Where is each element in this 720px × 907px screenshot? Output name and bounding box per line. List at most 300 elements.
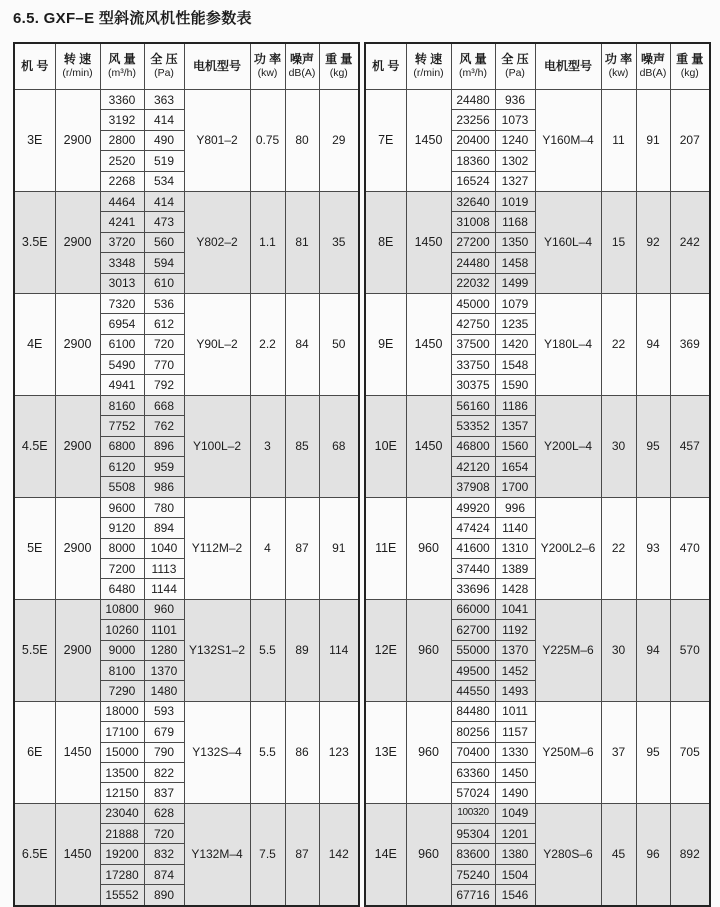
cell-airflow-value: 33750 <box>451 355 495 375</box>
cell-pressure-value: 822 <box>144 762 184 782</box>
header-label: 机 号 <box>21 59 49 73</box>
cell-pressure-value: 790 <box>144 742 184 762</box>
cell-power: 30 <box>601 395 636 497</box>
cell-pressure-value: 1310 <box>495 538 535 558</box>
cell-weight: 570 <box>670 599 710 701</box>
cell-pressure-value: 1499 <box>495 273 535 293</box>
cell-pressure-value: 1040 <box>144 538 184 558</box>
cell-airflow-value: 95304 <box>451 824 495 844</box>
cell-motor-model: Y112M–2 <box>184 497 250 599</box>
cell-noise: 94 <box>636 293 670 395</box>
cell-airflow-value: 100320 <box>451 803 495 823</box>
cell-pressure-value: 1302 <box>495 151 535 171</box>
cell-airflow-value: 6954 <box>100 314 144 334</box>
cell-machine-model: 6E <box>14 701 55 803</box>
table-header <box>365 43 710 90</box>
cell-airflow-value: 10260 <box>100 620 144 640</box>
cell-airflow-value: 66000 <box>451 599 495 619</box>
cell-motor-model: Y200L–4 <box>535 395 601 497</box>
cell-pressure-value: 1049 <box>495 803 535 823</box>
cell-pressure-value: 1490 <box>495 783 535 803</box>
fan-data-row <box>365 293 710 313</box>
cell-machine-model: 8E <box>365 191 406 293</box>
cell-motor-model: Y801–2 <box>184 90 250 192</box>
cell-weight: 242 <box>670 191 710 293</box>
header-model <box>14 43 55 90</box>
cell-pressure-value: 780 <box>144 497 184 517</box>
fan-spec-table-right <box>364 42 711 907</box>
fan-data-row <box>14 395 359 415</box>
cell-pressure-value: 1041 <box>495 599 535 619</box>
header-row <box>14 43 359 90</box>
cell-noise: 84 <box>285 293 319 395</box>
cell-pressure-value: 1546 <box>495 885 535 906</box>
cell-motor-model: Y160M–4 <box>535 90 601 192</box>
cell-weight: 892 <box>670 803 710 905</box>
header-unit: dB(A) <box>288 67 316 80</box>
cell-airflow-value: 5508 <box>100 477 144 497</box>
cell-motor-model: Y160L–4 <box>535 191 601 293</box>
cell-machine-model: 11E <box>365 497 406 599</box>
cell-motor-model: Y802–2 <box>184 191 250 293</box>
cell-airflow-value: 57024 <box>451 783 495 803</box>
cell-motor-model: Y132M–4 <box>184 803 250 905</box>
cell-noise: 86 <box>285 701 319 803</box>
cell-airflow-value: 37908 <box>451 477 495 497</box>
cell-weight: 705 <box>670 701 710 803</box>
cell-airflow-value: 70400 <box>451 742 495 762</box>
cell-airflow-value: 23256 <box>451 110 495 130</box>
fan-data-row <box>365 191 710 211</box>
cell-airflow-value: 3192 <box>100 110 144 130</box>
cell-pressure-value: 1101 <box>144 620 184 640</box>
header-motor <box>184 43 250 90</box>
cell-pressure-value: 1350 <box>495 232 535 252</box>
cell-pressure-value: 1480 <box>144 681 184 701</box>
cell-airflow-value: 7290 <box>100 681 144 701</box>
cell-airflow-value: 49920 <box>451 497 495 517</box>
cell-machine-model: 3E <box>14 90 55 192</box>
cell-pressure-value: 560 <box>144 232 184 252</box>
cell-machine-model: 13E <box>365 701 406 803</box>
cell-power: 45 <box>601 803 636 905</box>
cell-airflow-value: 80256 <box>451 722 495 742</box>
header-weight <box>319 43 359 90</box>
cell-motor-model: Y225M–6 <box>535 599 601 701</box>
cell-power: 2.2 <box>250 293 285 395</box>
header-speed <box>55 43 100 90</box>
cell-machine-model: 12E <box>365 599 406 701</box>
cell-airflow-value: 17280 <box>100 864 144 884</box>
fan-data-row <box>14 599 359 619</box>
cell-pressure-value: 490 <box>144 130 184 150</box>
cell-weight: 114 <box>319 599 359 701</box>
cell-motor-model: Y132S–4 <box>184 701 250 803</box>
cell-pressure-value: 1330 <box>495 742 535 762</box>
cell-airflow-value: 37440 <box>451 558 495 578</box>
header-unit: (kw) <box>257 67 278 80</box>
cell-pressure-value: 1370 <box>495 640 535 660</box>
cell-airflow-value: 24480 <box>451 253 495 273</box>
cell-airflow-value: 2520 <box>100 151 144 171</box>
header-label: 电机型号 <box>543 59 592 73</box>
header-label: 转 速 <box>63 52 92 67</box>
cell-airflow-value: 42120 <box>451 457 495 477</box>
tables-container <box>13 42 707 907</box>
cell-airflow-value: 3013 <box>100 273 144 293</box>
cell-machine-model: 14E <box>365 803 406 905</box>
cell-noise: 92 <box>636 191 670 293</box>
cell-weight: 68 <box>319 395 359 497</box>
header-noise <box>285 43 319 90</box>
cell-power: 22 <box>601 497 636 599</box>
cell-airflow-value: 84480 <box>451 701 495 721</box>
cell-airflow-value: 47424 <box>451 518 495 538</box>
cell-pressure-value: 1079 <box>495 293 535 313</box>
cell-airflow-value: 7200 <box>100 558 144 578</box>
header-pressure <box>144 43 184 90</box>
header-unit: (kg) <box>329 67 348 80</box>
cell-pressure-value: 1327 <box>495 171 535 191</box>
cell-pressure-value: 890 <box>144 885 184 906</box>
cell-airflow-value: 3720 <box>100 232 144 252</box>
cell-noise: 89 <box>285 599 319 701</box>
fan-data-row <box>14 803 359 823</box>
cell-pressure-value: 1168 <box>495 212 535 232</box>
cell-pressure-value: 837 <box>144 783 184 803</box>
header-noise <box>636 43 670 90</box>
cell-power: 7.5 <box>250 803 285 905</box>
cell-pressure-value: 1458 <box>495 253 535 273</box>
cell-airflow-value: 18000 <box>100 701 144 721</box>
cell-airflow-value: 4464 <box>100 191 144 211</box>
cell-airflow-value: 22032 <box>451 273 495 293</box>
cell-power: 5.5 <box>250 701 285 803</box>
cell-airflow-value: 13500 <box>100 762 144 782</box>
cell-pressure-value: 1240 <box>495 130 535 150</box>
header-unit: (m³/h) <box>459 67 487 80</box>
header-label: 全 压 <box>150 52 178 67</box>
cell-machine-model: 4.5E <box>14 395 55 497</box>
cell-speed: 2900 <box>55 191 100 293</box>
cell-speed: 960 <box>406 803 451 905</box>
cell-airflow-value: 27200 <box>451 232 495 252</box>
cell-noise: 81 <box>285 191 319 293</box>
cell-airflow-value: 3360 <box>100 90 144 110</box>
cell-pressure-value: 1560 <box>495 436 535 456</box>
cell-pressure-value: 1357 <box>495 416 535 436</box>
header-label: 噪声 <box>640 52 665 67</box>
cell-airflow-value: 18360 <box>451 151 495 171</box>
cell-pressure-value: 1113 <box>144 558 184 578</box>
cell-airflow-value: 2800 <box>100 130 144 150</box>
fan-data-row <box>14 497 359 517</box>
table-header <box>14 43 359 90</box>
cell-noise: 80 <box>285 90 319 192</box>
cell-airflow-value: 41600 <box>451 538 495 558</box>
cell-pressure-value: 1011 <box>495 701 535 721</box>
header-model <box>365 43 406 90</box>
cell-speed: 2900 <box>55 293 100 395</box>
cell-motor-model: Y250M–6 <box>535 701 601 803</box>
header-label: 风 量 <box>459 52 487 67</box>
cell-pressure-value: 1504 <box>495 864 535 884</box>
cell-pressure-value: 959 <box>144 457 184 477</box>
cell-pressure-value: 679 <box>144 722 184 742</box>
cell-pressure-value: 1073 <box>495 110 535 130</box>
header-motor <box>535 43 601 90</box>
header-unit: (m³/h) <box>108 67 136 80</box>
header-weight <box>670 43 710 90</box>
cell-pressure-value: 473 <box>144 212 184 232</box>
fan-data-row <box>365 395 710 415</box>
cell-pressure-value: 1389 <box>495 558 535 578</box>
cell-pressure-value: 936 <box>495 90 535 110</box>
cell-speed: 1450 <box>406 293 451 395</box>
cell-pressure-value: 1493 <box>495 681 535 701</box>
header-pressure <box>495 43 535 90</box>
cell-airflow-value: 7752 <box>100 416 144 436</box>
cell-speed: 1450 <box>55 701 100 803</box>
cell-machine-model: 9E <box>365 293 406 395</box>
cell-pressure-value: 1420 <box>495 334 535 354</box>
cell-pressure-value: 1450 <box>495 762 535 782</box>
cell-machine-model: 5E <box>14 497 55 599</box>
header-row <box>365 43 710 90</box>
cell-motor-model: Y280S–6 <box>535 803 601 905</box>
cell-power: 0.75 <box>250 90 285 192</box>
fan-data-row <box>14 293 359 313</box>
cell-motor-model: Y132S1–2 <box>184 599 250 701</box>
header-unit: (kg) <box>680 67 699 80</box>
header-unit: (Pa) <box>154 67 174 80</box>
cell-airflow-value: 55000 <box>451 640 495 660</box>
header-label: 全 压 <box>501 52 529 67</box>
cell-pressure-value: 363 <box>144 90 184 110</box>
cell-pressure-value: 1235 <box>495 314 535 334</box>
cell-airflow-value: 23040 <box>100 803 144 823</box>
cell-speed: 960 <box>406 497 451 599</box>
cell-noise: 93 <box>636 497 670 599</box>
cell-power: 11 <box>601 90 636 192</box>
cell-airflow-value: 75240 <box>451 864 495 884</box>
cell-pressure-value: 1140 <box>495 518 535 538</box>
header-label: 转 速 <box>414 52 443 67</box>
cell-pressure-value: 1157 <box>495 722 535 742</box>
cell-machine-model: 10E <box>365 395 406 497</box>
cell-noise: 95 <box>636 701 670 803</box>
cell-airflow-value: 4941 <box>100 375 144 395</box>
cell-noise: 96 <box>636 803 670 905</box>
cell-pressure-value: 996 <box>495 497 535 517</box>
cell-airflow-value: 56160 <box>451 395 495 415</box>
cell-speed: 2900 <box>55 90 100 192</box>
cell-speed: 1450 <box>55 803 100 905</box>
cell-airflow-value: 2268 <box>100 171 144 191</box>
cell-pressure-value: 762 <box>144 416 184 436</box>
cell-airflow-value: 24480 <box>451 90 495 110</box>
cell-machine-model: 5.5E <box>14 599 55 701</box>
cell-airflow-value: 63360 <box>451 762 495 782</box>
fan-data-row <box>365 803 710 823</box>
cell-airflow-value: 10800 <box>100 599 144 619</box>
cell-pressure-value: 1144 <box>144 579 184 599</box>
cell-pressure-value: 1019 <box>495 191 535 211</box>
cell-airflow-value: 17100 <box>100 722 144 742</box>
cell-power: 22 <box>601 293 636 395</box>
cell-speed: 1450 <box>406 191 451 293</box>
cell-speed: 960 <box>406 599 451 701</box>
cell-airflow-value: 8100 <box>100 660 144 680</box>
cell-pressure-value: 1700 <box>495 477 535 497</box>
cell-airflow-value: 6100 <box>100 334 144 354</box>
fan-data-row <box>365 497 710 517</box>
cell-pressure-value: 874 <box>144 864 184 884</box>
cell-weight: 123 <box>319 701 359 803</box>
cell-airflow-value: 9120 <box>100 518 144 538</box>
header-unit: dB(A) <box>639 67 667 80</box>
cell-airflow-value: 62700 <box>451 620 495 640</box>
cell-airflow-value: 16524 <box>451 171 495 191</box>
fan-data-row <box>14 191 359 211</box>
cell-weight: 91 <box>319 497 359 599</box>
header-label: 风 量 <box>108 52 136 67</box>
header-label: 功 率 <box>253 52 282 67</box>
cell-noise: 85 <box>285 395 319 497</box>
cell-airflow-value: 6480 <box>100 579 144 599</box>
cell-airflow-value: 8000 <box>100 538 144 558</box>
cell-pressure-value: 792 <box>144 375 184 395</box>
cell-airflow-value: 33696 <box>451 579 495 599</box>
cell-airflow-value: 3348 <box>100 253 144 273</box>
header-label: 重 量 <box>325 52 353 67</box>
cell-machine-model: 4E <box>14 293 55 395</box>
cell-airflow-value: 5490 <box>100 355 144 375</box>
cell-airflow-value: 4241 <box>100 212 144 232</box>
cell-pressure-value: 594 <box>144 253 184 273</box>
cell-pressure-value: 1192 <box>495 620 535 640</box>
cell-pressure-value: 593 <box>144 701 184 721</box>
cell-machine-model: 3.5E <box>14 191 55 293</box>
cell-pressure-value: 519 <box>144 151 184 171</box>
cell-pressure-value: 1452 <box>495 660 535 680</box>
cell-pressure-value: 896 <box>144 436 184 456</box>
header-power <box>250 43 285 90</box>
fan-spec-table-left <box>13 42 360 907</box>
header-unit: (kw) <box>608 67 629 80</box>
cell-airflow-value: 53352 <box>451 416 495 436</box>
cell-airflow-value: 9000 <box>100 640 144 660</box>
cell-airflow-value: 19200 <box>100 844 144 864</box>
cell-noise: 87 <box>285 497 319 599</box>
cell-airflow-value: 20400 <box>451 130 495 150</box>
cell-weight: 35 <box>319 191 359 293</box>
fan-data-row <box>365 701 710 721</box>
cell-noise: 95 <box>636 395 670 497</box>
cell-machine-model: 6.5E <box>14 803 55 905</box>
cell-weight: 470 <box>670 497 710 599</box>
header-unit: (r/min) <box>413 67 444 80</box>
cell-speed: 1450 <box>406 90 451 192</box>
cell-pressure-value: 1370 <box>144 660 184 680</box>
cell-weight: 457 <box>670 395 710 497</box>
cell-airflow-value: 15000 <box>100 742 144 762</box>
cell-pressure-value: 770 <box>144 355 184 375</box>
cell-motor-model: Y180L–4 <box>535 293 601 395</box>
cell-airflow-value: 15552 <box>100 885 144 906</box>
cell-weight: 50 <box>319 293 359 395</box>
cell-speed: 2900 <box>55 395 100 497</box>
cell-pressure-value: 720 <box>144 824 184 844</box>
cell-noise: 87 <box>285 803 319 905</box>
header-label: 重 量 <box>676 52 704 67</box>
cell-pressure-value: 534 <box>144 171 184 191</box>
cell-airflow-value: 6800 <box>100 436 144 456</box>
fan-data-row <box>365 599 710 619</box>
cell-airflow-value: 32640 <box>451 191 495 211</box>
header-label: 噪声 <box>289 52 314 67</box>
cell-pressure-value: 610 <box>144 273 184 293</box>
cell-airflow-value: 31008 <box>451 212 495 232</box>
cell-airflow-value: 21888 <box>100 824 144 844</box>
cell-machine-model: 7E <box>365 90 406 192</box>
cell-airflow-value: 7320 <box>100 293 144 313</box>
fan-data-row <box>365 90 710 110</box>
cell-pressure-value: 1186 <box>495 395 535 415</box>
cell-airflow-value: 45000 <box>451 293 495 313</box>
cell-airflow-value: 49500 <box>451 660 495 680</box>
header-power <box>601 43 636 90</box>
cell-airflow-value: 37500 <box>451 334 495 354</box>
cell-pressure-value: 628 <box>144 803 184 823</box>
cell-pressure-value: 414 <box>144 110 184 130</box>
cell-speed: 2900 <box>55 599 100 701</box>
header-unit: (Pa) <box>505 67 525 80</box>
cell-airflow-value: 8160 <box>100 395 144 415</box>
cell-airflow-value: 67716 <box>451 885 495 906</box>
cell-airflow-value: 42750 <box>451 314 495 334</box>
cell-power: 30 <box>601 599 636 701</box>
cell-noise: 91 <box>636 90 670 192</box>
cell-pressure-value: 612 <box>144 314 184 334</box>
cell-airflow-value: 83600 <box>451 844 495 864</box>
cell-power: 1.1 <box>250 191 285 293</box>
cell-power: 4 <box>250 497 285 599</box>
cell-pressure-value: 1654 <box>495 457 535 477</box>
cell-pressure-value: 1201 <box>495 824 535 844</box>
cell-pressure-value: 960 <box>144 599 184 619</box>
header-speed <box>406 43 451 90</box>
cell-pressure-value: 1548 <box>495 355 535 375</box>
cell-speed: 2900 <box>55 497 100 599</box>
cell-pressure-value: 414 <box>144 191 184 211</box>
header-unit: (r/min) <box>62 67 93 80</box>
header-label: 机 号 <box>372 59 400 73</box>
header-label: 电机型号 <box>192 59 241 73</box>
cell-pressure-value: 536 <box>144 293 184 313</box>
cell-weight: 369 <box>670 293 710 395</box>
fan-data-row <box>14 701 359 721</box>
fan-data-row <box>14 90 359 110</box>
cell-speed: 960 <box>406 701 451 803</box>
cell-motor-model: Y100L–2 <box>184 395 250 497</box>
cell-power: 15 <box>601 191 636 293</box>
cell-speed: 1450 <box>406 395 451 497</box>
cell-power: 5.5 <box>250 599 285 701</box>
cell-pressure-value: 986 <box>144 477 184 497</box>
cell-airflow-value: 12150 <box>100 783 144 803</box>
cell-power: 37 <box>601 701 636 803</box>
